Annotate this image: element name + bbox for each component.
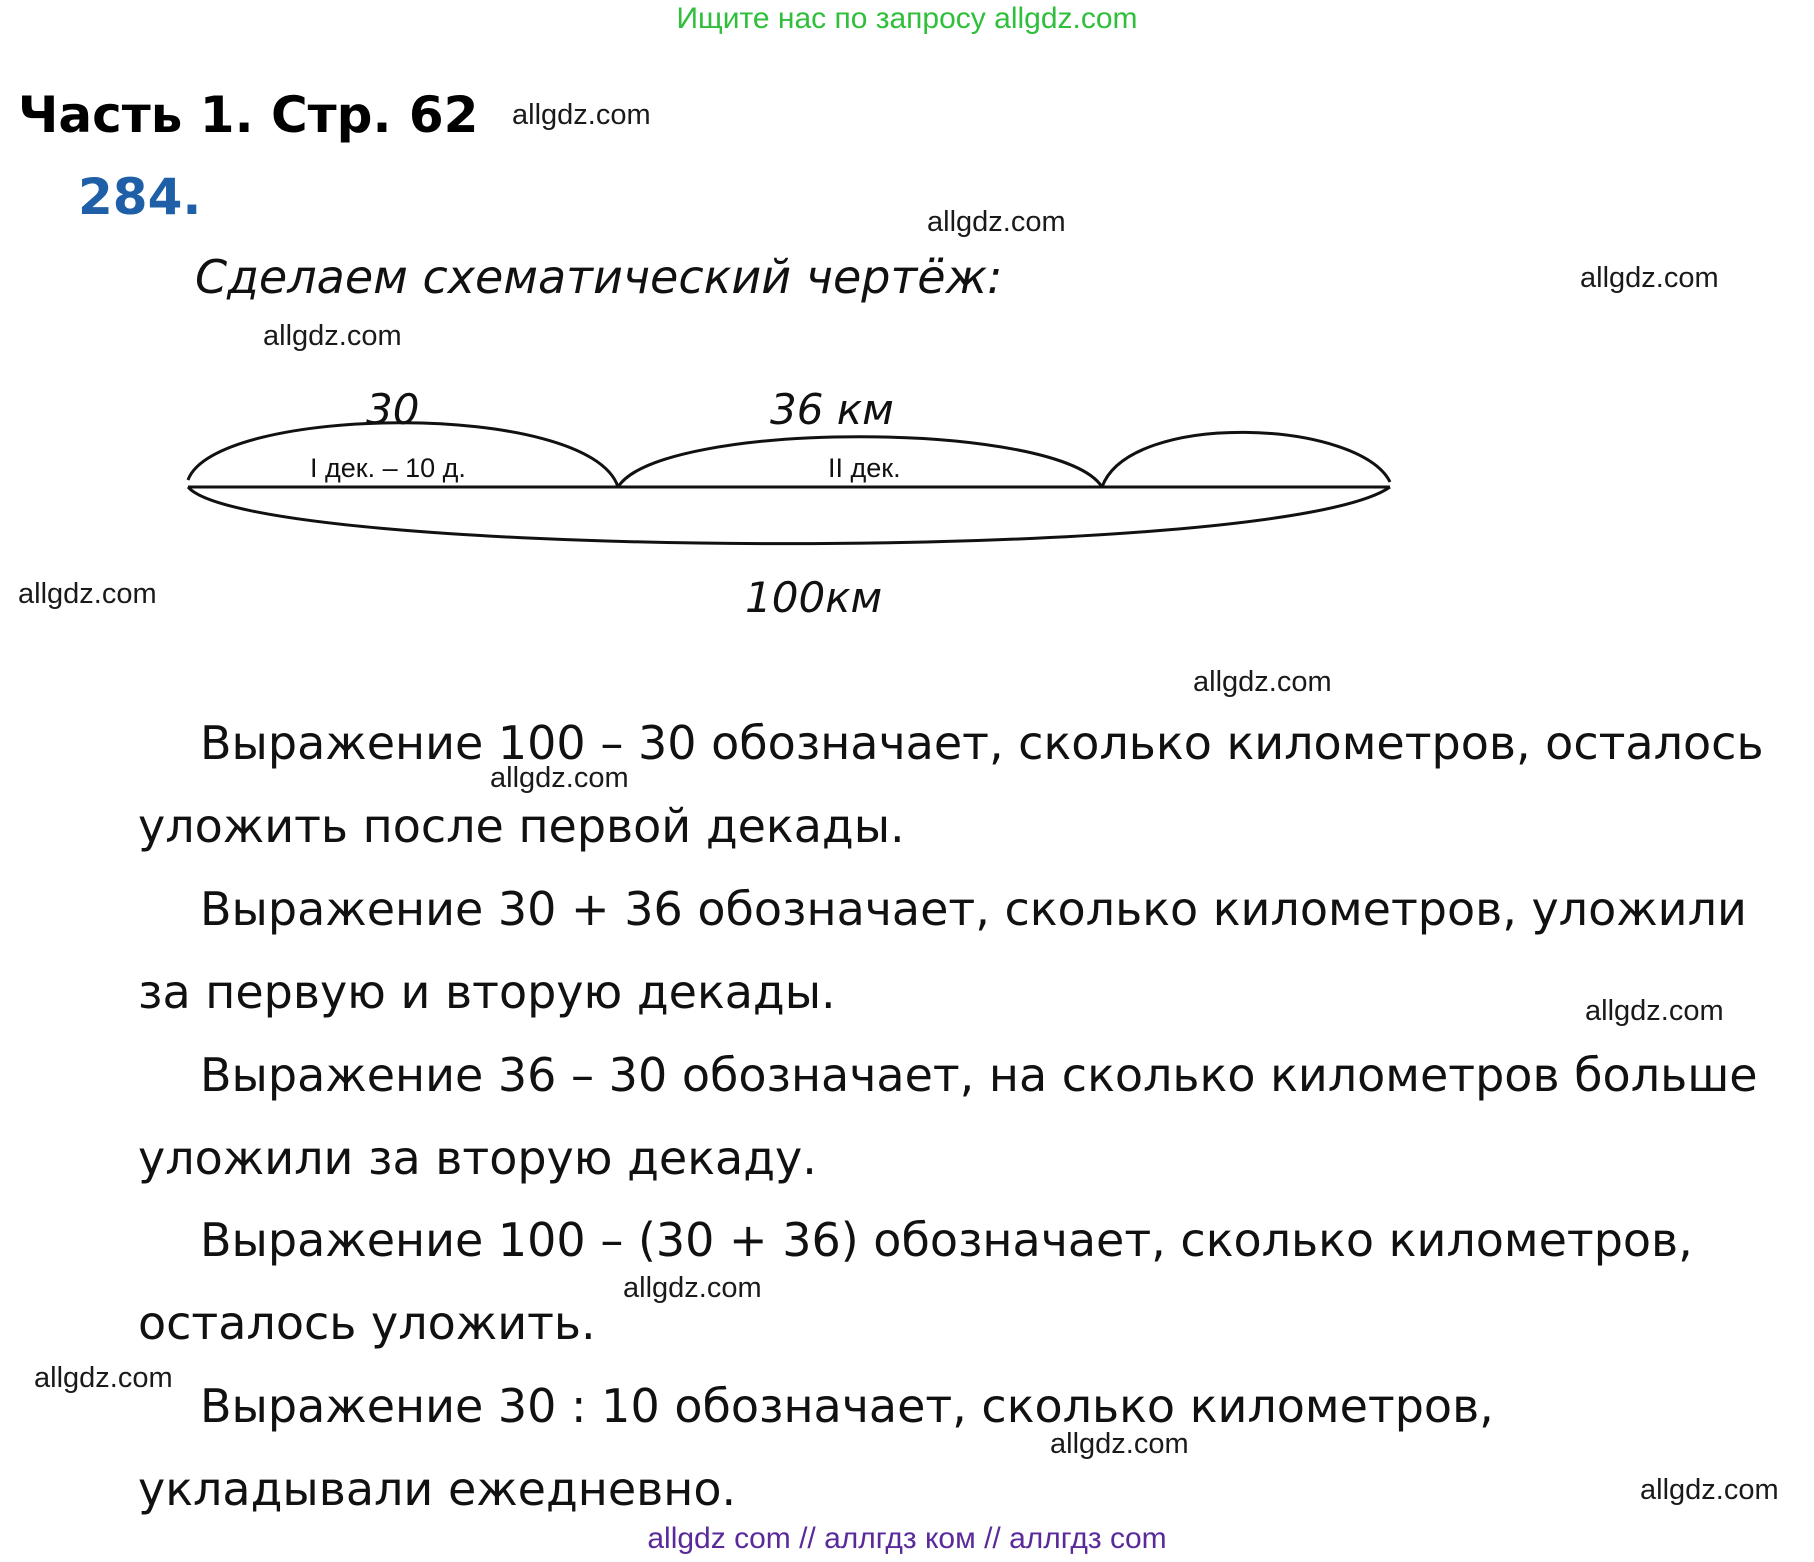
arc-second-decade [618, 437, 1102, 487]
paragraph-2-rest: за первую и вторую декады. [138, 965, 836, 1019]
arc-remaining [1102, 432, 1390, 487]
top-banner: Ищите нас по запросу allgdz.com [676, 2, 1138, 35]
label-first-inner: I дек. – 10 д. [310, 453, 466, 483]
label-first-top: 30 [366, 385, 420, 434]
label-second-inner: II дек. [828, 453, 901, 483]
paragraph-5-rest: укладывали ежедневно. [138, 1462, 737, 1516]
watermark: allgdz.com [1050, 1428, 1189, 1460]
paragraph-5 [138, 1365, 1788, 1531]
watermark: allgdz.com [1640, 1474, 1779, 1506]
schema-heading: Сделаем схематический чертёж: [195, 250, 1003, 304]
paragraph-4-first-line: Выражение 100 – (30 + 36) обозначает, сколько километров, [200, 1213, 1693, 1267]
paragraph-3-first-line: Выражение 36 – 30 обозначает, на сколько километров больше [200, 1048, 1758, 1102]
paragraph-2 [138, 868, 1788, 1034]
task-number: 284. [78, 168, 202, 226]
watermark: allgdz.com [1580, 262, 1719, 294]
watermark: allgdz.com [623, 1272, 762, 1304]
watermark: allgdz.com [1585, 995, 1724, 1027]
watermark: allgdz.com [34, 1362, 173, 1394]
paragraph-3-rest: уложили за вторую декаду. [138, 1131, 817, 1185]
paragraph-1-first-line: Выражение 100 – 30 обозначает, сколько километров, осталось [200, 716, 1764, 770]
watermark: allgdz.com [1193, 666, 1332, 698]
paragraph-4-rest: осталось уложить. [138, 1296, 596, 1350]
watermark: allgdz.com [18, 578, 157, 610]
page-title: Часть 1. Стр. 62 [18, 86, 479, 144]
arc-total [188, 487, 1390, 544]
paragraph-5-first-line: Выражение 30 : 10 обозначает, сколько километров, [200, 1379, 1494, 1433]
arc-first-decade [188, 423, 618, 487]
paragraph-1 [138, 702, 1788, 868]
paragraph-2-first-line: Выражение 30 + 36 обозначает, сколько километров, уложили [200, 882, 1747, 936]
label-total: 100км [745, 573, 883, 622]
watermark: allgdz.com [512, 99, 651, 131]
paragraph-1-rest: уложить после первой декады. [138, 799, 905, 853]
watermark: allgdz.com [263, 320, 402, 352]
footer-links: allgdz com // аллгдз ком // аллгдз com [647, 1522, 1167, 1555]
label-second-top: 36 км [770, 385, 894, 434]
paragraph-3 [138, 1034, 1788, 1200]
watermark: allgdz.com [490, 762, 629, 794]
paragraph-4 [138, 1199, 1788, 1365]
watermark: allgdz.com [927, 206, 1066, 238]
